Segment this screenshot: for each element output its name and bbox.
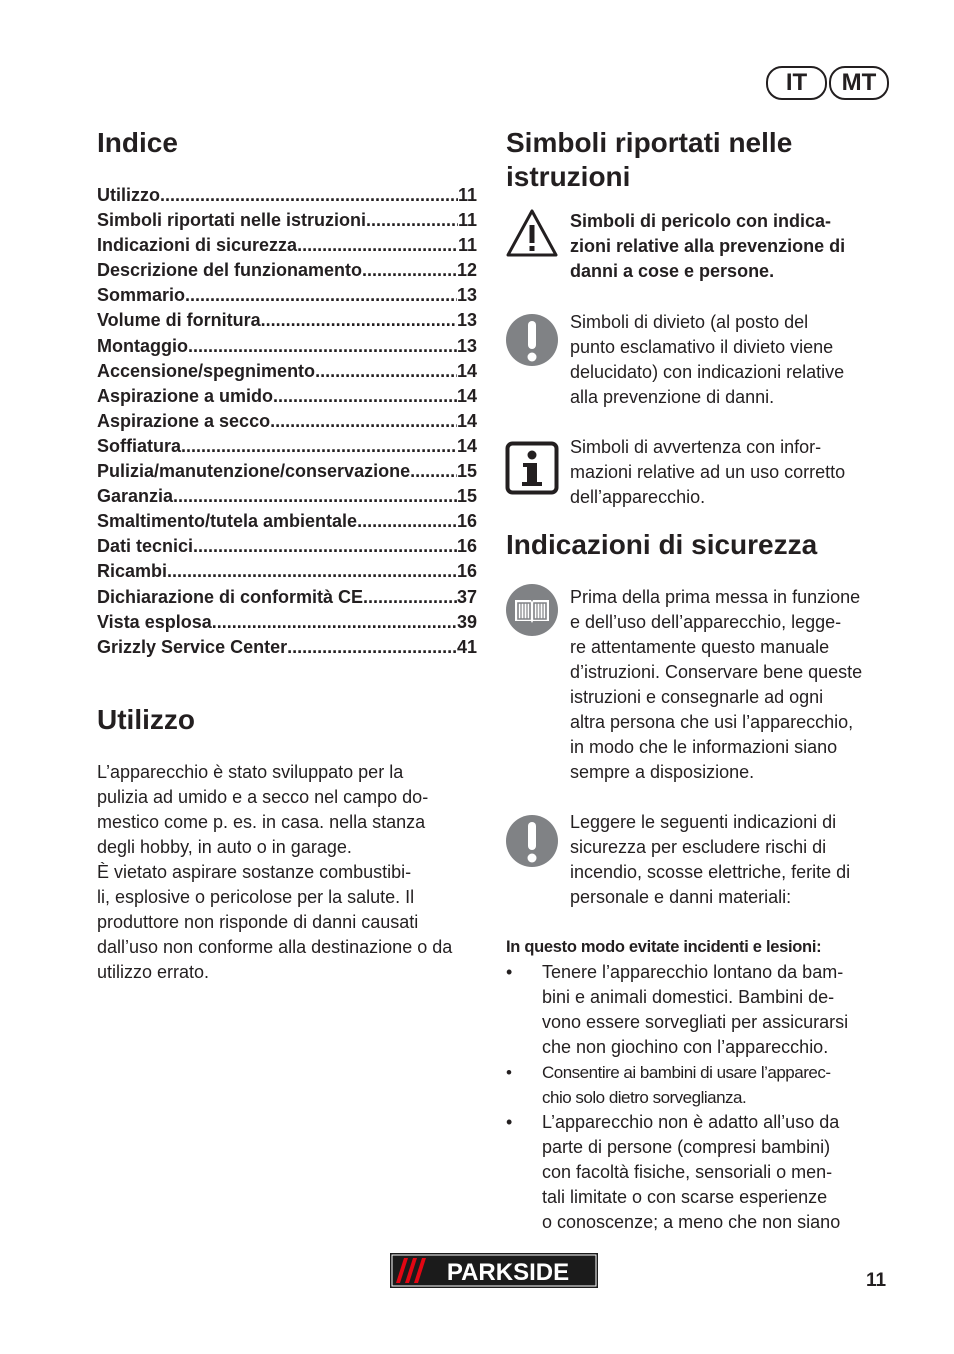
bullet-marker: • — [506, 962, 513, 982]
text-line: utilizzo errato. — [97, 962, 210, 982]
toc-entry-page: 13 — [456, 310, 477, 331]
toc-entry — [97, 509, 477, 534]
toc-entry-page: 41 — [456, 636, 477, 657]
text-line: personale e danni materiali: — [570, 887, 792, 907]
toc-entry-title: Descrizione del funzionamento — [97, 260, 363, 281]
toc-entry-title: Utilizzo — [97, 185, 160, 205]
toc-entry-page: 12 — [456, 260, 477, 281]
toc-entry — [97, 559, 477, 584]
text-line: Prima della prima messa in funzione — [570, 587, 861, 607]
toc-entry — [97, 208, 477, 233]
bullet-marker: • — [506, 1112, 513, 1132]
text-line: alla prevenzione di danni. — [570, 387, 775, 407]
toc-entry — [97, 359, 477, 384]
toc-entry — [97, 434, 477, 459]
bullet-line: che non giochino con l’apparecchio. — [542, 1037, 829, 1057]
text-line: Simboli di avvertenza con infor- — [570, 437, 822, 457]
toc-leader-dots — [167, 559, 457, 584]
toc-entry-page: 14 — [456, 435, 477, 456]
toc-entry — [97, 585, 477, 610]
toc-entry-title: Vista esplosa — [97, 611, 212, 632]
symbol-description-prohibition — [570, 310, 900, 410]
toc-entry-page: 11 — [457, 235, 477, 256]
symbol-description-danger — [570, 209, 900, 284]
language-badge-it: IT — [766, 66, 827, 100]
toc-entry-page: 14 — [456, 360, 477, 381]
toc-leader-dots — [357, 509, 457, 534]
text-line: pulizia ad umido e a secco nel campo do- — [97, 787, 429, 807]
toc-entry-page: 16 — [456, 511, 477, 532]
toc-entry-page: 13 — [456, 285, 477, 306]
safety-text-risks — [570, 810, 900, 910]
toc-entry-page: 15 — [456, 461, 477, 482]
toc-entry-title: Pulizia/manutenzione/conservazione — [97, 461, 411, 482]
bullet-item — [506, 960, 892, 1060]
prohibition-icon — [505, 814, 559, 868]
language-badge-mt: MT — [829, 66, 889, 100]
text-line: produttore non risponde di danni causati — [97, 912, 419, 932]
text-line: zioni relative alla prevenzione di — [570, 236, 846, 256]
toc-leader-dots — [287, 635, 457, 660]
toc-entry-title: Sommario — [97, 285, 186, 306]
toc-entry-title: Simboli riportati nelle istruzioni — [97, 210, 367, 231]
toc-entry — [97, 308, 477, 333]
bullet-line: Consentire ai bambini di usare l’apparec- — [542, 1063, 831, 1082]
text-line: re attentamente questo manuale — [570, 637, 830, 657]
toc-entry — [97, 534, 477, 559]
toc-entry-page: 16 — [456, 536, 477, 557]
text-line: danni a cose e persone. — [570, 261, 775, 281]
toc-entry-page: 13 — [456, 335, 477, 356]
toc-entry — [97, 459, 477, 484]
toc-leader-dots — [363, 585, 457, 610]
brand-name: PARKSIDE — [446, 1259, 570, 1286]
text-line: incendio, scosse elettriche, ferite di — [570, 862, 851, 882]
toc-entry-page: 14 — [456, 410, 477, 431]
toc-entry-title: Grizzly Service Center — [97, 636, 288, 657]
page-number: 11 — [866, 1270, 887, 1291]
bullet-line: L’apparecchio non è adatto all’uso da — [542, 1112, 840, 1132]
toc-entry-title: Montaggio — [97, 335, 188, 356]
toc-leader-dots — [181, 434, 457, 459]
toc-heading: Indice — [97, 127, 178, 158]
accident-prevention-heading: In questo modo evitate incidenti e lesioni: — [506, 938, 822, 956]
text-line: mestico come p. es. in casa. nella stanza — [97, 812, 426, 832]
toc-entry-page: 11 — [457, 185, 477, 205]
text-line: punto esclamativo il divieto viene — [570, 337, 834, 357]
toc-entry — [97, 183, 477, 208]
toc-entry-title: Ricambi — [97, 561, 168, 582]
bullet-line: bini e animali domestici. Bambini de- — [542, 987, 835, 1007]
usage-text — [97, 760, 487, 985]
toc-entry — [97, 233, 477, 258]
text-line: sempre a disposizione. — [570, 762, 755, 782]
toc-entry-title: Dati tecnici — [97, 536, 194, 557]
toc-entry-title: Volume di fornitura — [97, 310, 261, 331]
toc-entry-page: 16 — [456, 561, 477, 582]
toc-leader-dots — [188, 334, 457, 359]
toc-entry — [97, 334, 477, 359]
toc-leader-dots — [273, 384, 457, 409]
bullet-marker: • — [506, 1063, 512, 1082]
text-line: li, esplosive o pericolose per la salute. Il — [97, 887, 415, 907]
toc-entry-page: 15 — [456, 486, 477, 507]
bullet-item — [506, 1110, 892, 1235]
toc-leader-dots — [410, 459, 457, 484]
toc-entry — [97, 610, 477, 635]
toc-entry-title: Indicazioni di sicurezza — [97, 235, 298, 256]
toc-leader-dots — [173, 484, 457, 509]
bullet-line: o conoscenze; a meno che non siano — [542, 1212, 841, 1232]
toc-entry — [97, 258, 477, 283]
toc-entry — [97, 635, 477, 660]
bullet-line: con facoltà fisiche, sensoriali o men- — [542, 1162, 833, 1182]
text-line: delucidato) con indicazioni relative — [570, 362, 845, 382]
toc-leader-dots — [362, 258, 457, 283]
toc-entry-page: 14 — [456, 385, 477, 406]
toc-entry — [97, 409, 477, 434]
info-icon — [505, 441, 559, 495]
safety-heading: Indicazioni di sicurezza — [506, 529, 818, 560]
text-line: mazioni relative ad un uso corretto — [570, 462, 846, 482]
text-line: Leggere le seguenti indicazioni di — [570, 812, 837, 832]
toc-entry-title: Soffiatura — [97, 435, 182, 456]
text-line: È vietato aspirare sostanze combustibi- — [97, 862, 412, 882]
prohibition-icon — [505, 313, 559, 367]
manual-book-icon — [505, 583, 559, 637]
parkside-logo — [390, 1253, 598, 1288]
text-line: L’apparecchio è stato sviluppato per la — [97, 762, 404, 782]
text-line: dall’uso non conforme alla destinazione o da — [97, 937, 453, 957]
bullet-line: vono essere sorvegliati per assicurarsi — [542, 1012, 849, 1032]
text-line: sicurezza per escludere rischi di — [570, 837, 827, 857]
bullet-line: tali limitate o con scarse esperienze — [542, 1187, 828, 1207]
bullet-line: Tenere l’apparecchio lontano da bam- — [542, 962, 844, 982]
usage-heading: Utilizzo — [97, 704, 195, 735]
text-line: dell’apparecchio. — [570, 487, 706, 507]
text-line: istruzioni e consegnarle ad ogni — [570, 687, 824, 707]
toc-leader-dots — [366, 208, 458, 233]
toc-entry-title: Aspirazione a umido — [97, 385, 274, 406]
safety-text-read-manual — [570, 585, 900, 785]
text-line: e dell’uso dell’apparecchio, legge- — [570, 612, 842, 632]
table-of-contents — [97, 183, 477, 660]
toc-leader-dots — [297, 233, 458, 258]
toc-leader-dots — [212, 610, 457, 635]
toc-entry-title: Aspirazione a secco — [97, 410, 271, 431]
toc-entry-title: Smaltimento/tutela ambientale — [97, 511, 358, 532]
text-line: degli hobby, in auto o in garage. — [97, 837, 352, 857]
toc-leader-dots — [270, 409, 457, 434]
text-line: in modo che le informazioni siano — [570, 737, 838, 757]
toc-leader-dots — [160, 183, 458, 208]
toc-entry-page: 11 — [457, 210, 477, 231]
symbol-description-info — [570, 435, 900, 510]
toc-entry-title: Dichiarazione di conformità CE — [97, 586, 364, 607]
toc-entry — [97, 283, 477, 308]
toc-leader-dots — [193, 534, 457, 559]
warning-triangle-icon — [505, 207, 559, 261]
text-line: Simboli di pericolo con indica- — [570, 211, 832, 231]
toc-leader-dots — [261, 308, 457, 333]
bullet-line: chio solo dietro sorveglianza. — [542, 1088, 747, 1107]
toc-leader-dots — [315, 359, 457, 384]
toc-entry — [97, 384, 477, 409]
symbols-heading: Simboli riportati nelle istruzioni — [506, 127, 793, 192]
text-line: Simboli di divieto (al posto del — [570, 312, 809, 332]
toc-entry-page: 39 — [456, 611, 477, 632]
toc-entry — [97, 484, 477, 509]
bullet-item — [506, 1060, 892, 1110]
toc-entry-page: 37 — [456, 586, 477, 607]
safety-bullet-list — [506, 960, 892, 1235]
toc-entry-title: Accensione/spegnimento — [97, 360, 316, 381]
toc-entry-title: Garanzia — [97, 486, 174, 507]
bullet-line: parte di persone (compresi bambini) — [542, 1137, 831, 1157]
toc-leader-dots — [185, 283, 457, 308]
text-line: altra persona che usi l’apparecchio, — [570, 712, 854, 732]
text-line: d’istruzioni. Conservare bene queste — [570, 662, 863, 682]
